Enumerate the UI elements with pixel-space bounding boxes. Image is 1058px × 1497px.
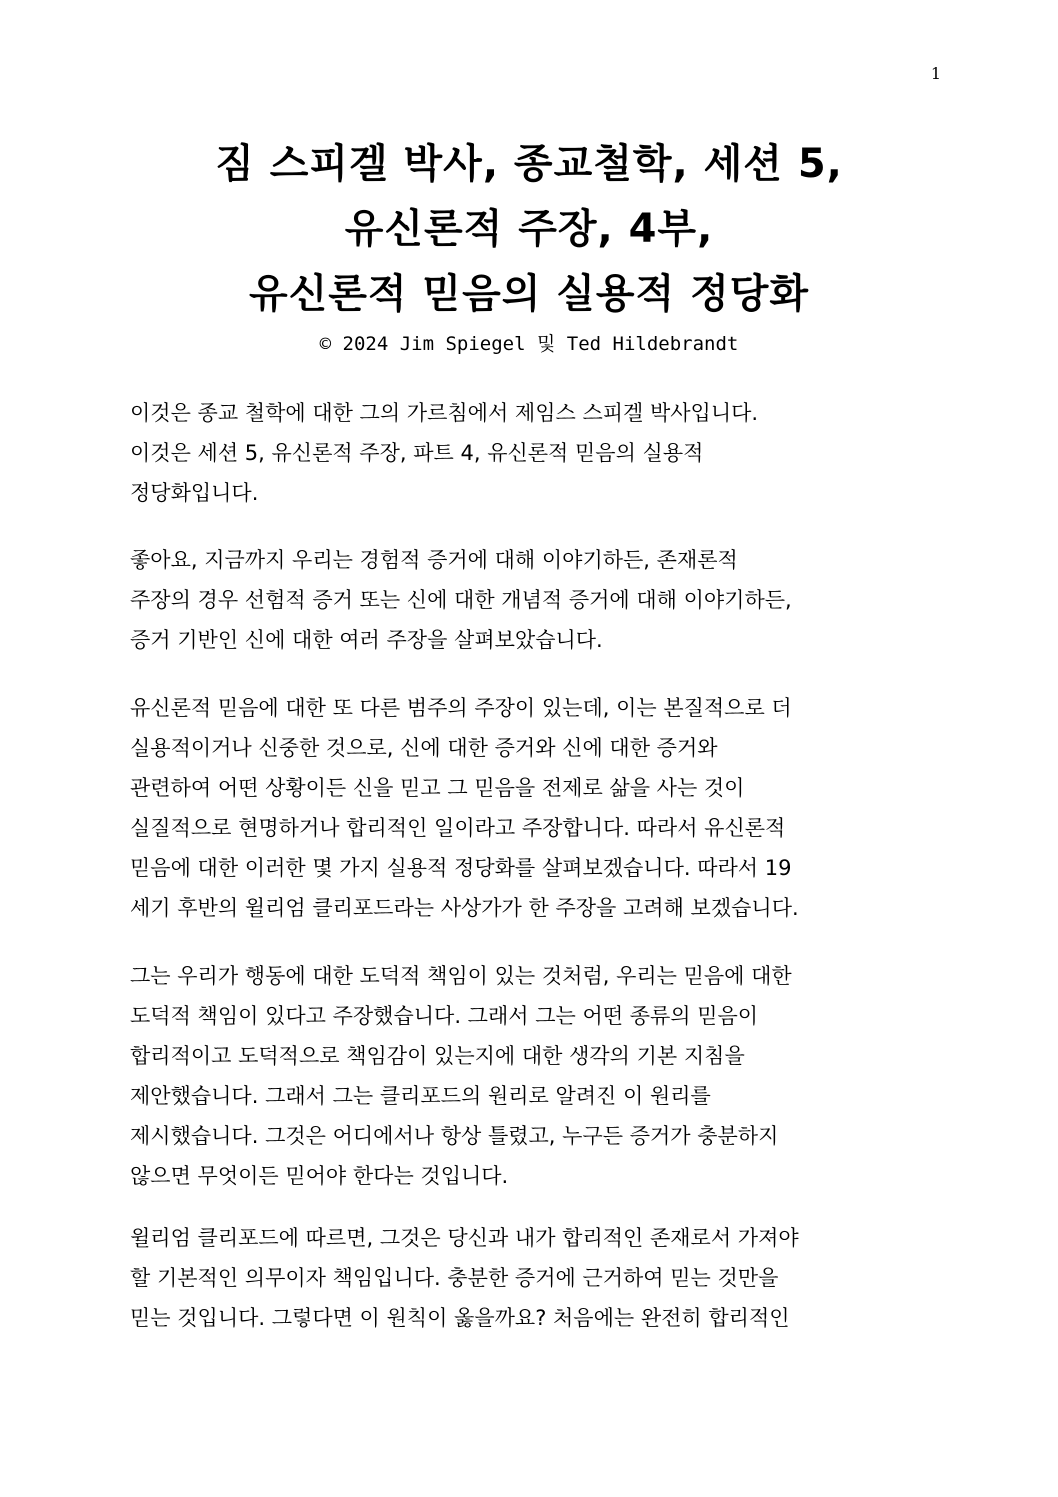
paragraph-line: 좋아요, 지금까지 우리는 경험적 증거에 대해 이야기하든, 존재론적 [130, 548, 738, 572]
paragraph-line: 그는 우리가 행동에 대한 도덕적 책임이 있는 것처럼, 우리는 믿음에 대한 [130, 964, 792, 988]
paragraph-line: 믿음에 대한 이러한 몇 가지 실용적 정당화를 살펴보겠습니다. 따라서 19 [130, 856, 792, 880]
title-line: 유신론적 주장, 4부, [344, 206, 714, 252]
paragraph-line: 이것은 종교 철학에 대한 그의 가르침에서 제임스 스피겔 박사입니다. [130, 401, 759, 425]
paragraph [130, 956, 930, 1196]
paragraph-line: 도덕적 책임이 있다고 주장했습니다. 그래서 그는 어떤 종류의 믿음이 [130, 1004, 759, 1028]
paragraph-line: 정당화입니다. [130, 481, 259, 505]
paragraph-line: 이것은 세션 5, 유신론적 주장, 파트 4, 유신론적 믿음의 실용적 [130, 441, 704, 465]
paragraph-line: 할 기본적인 의무이자 책임입니다. 충분한 증거에 근거하여 믿는 것만을 [130, 1266, 779, 1290]
paragraph-line: 주장의 경우 선험적 증거 또는 신에 대한 개념적 증거에 대해 이야기하든, [130, 588, 792, 612]
paragraph-line: 믿는 것입니다. 그렇다면 이 원칙이 옳을까요? 처음에는 완전히 합리적인 [130, 1306, 790, 1330]
copyright-notice: © 2024 Jim Spiegel 및 Ted Hildebrandt [319, 333, 739, 355]
page-number: 1 [930, 64, 941, 83]
document-body [130, 0, 930, 1497]
paragraph [130, 1218, 930, 1338]
paragraph-line: 실용적이거나 신중한 것으로, 신에 대한 증거와 신에 대한 증거와 [130, 736, 718, 760]
paragraph-line: 세기 후반의 윌리엄 클리포드라는 사상가가 한 주장을 고려해 보겠습니다. [130, 896, 799, 920]
title-line: 짐 스피겔 박사, 종교철학, 세션 5, [215, 141, 843, 187]
title-line: 유신론적 믿음의 실용적 정당화 [248, 271, 810, 317]
paragraph-line: 합리적이고 도덕적으로 책임감이 있는지에 대한 생각의 기본 지침을 [130, 1044, 745, 1068]
paragraph-line: 않으면 무엇이든 믿어야 한다는 것입니다. [130, 1164, 509, 1188]
paragraph-line: 관련하여 어떤 상황이든 신을 믿고 그 믿음을 전제로 삶을 사는 것이 [130, 776, 745, 800]
paragraph [130, 393, 930, 513]
paragraph [130, 688, 930, 928]
paragraph-line: 증거 기반인 신에 대한 여러 주장을 살펴보았습니다. [130, 628, 603, 652]
paragraph [130, 540, 930, 660]
paragraph-line: 실질적으로 현명하거나 합리적인 일이라고 주장합니다. 따라서 유신론적 [130, 816, 786, 840]
paragraph-line: 윌리엄 클리포드에 따르면, 그것은 당신과 내가 합리적인 존재로서 가져야 [130, 1226, 799, 1250]
paragraph-line: 제시했습니다. 그것은 어디에서나 항상 틀렸고, 누구든 증거가 충분하지 [130, 1124, 779, 1148]
paragraph-line: 제안했습니다. 그래서 그는 클리포드의 원리로 알려진 이 원리를 [130, 1084, 711, 1108]
paragraph-line: 유신론적 믿음에 대한 또 다른 범주의 주장이 있는데, 이는 본질적으로 더 [130, 696, 792, 720]
